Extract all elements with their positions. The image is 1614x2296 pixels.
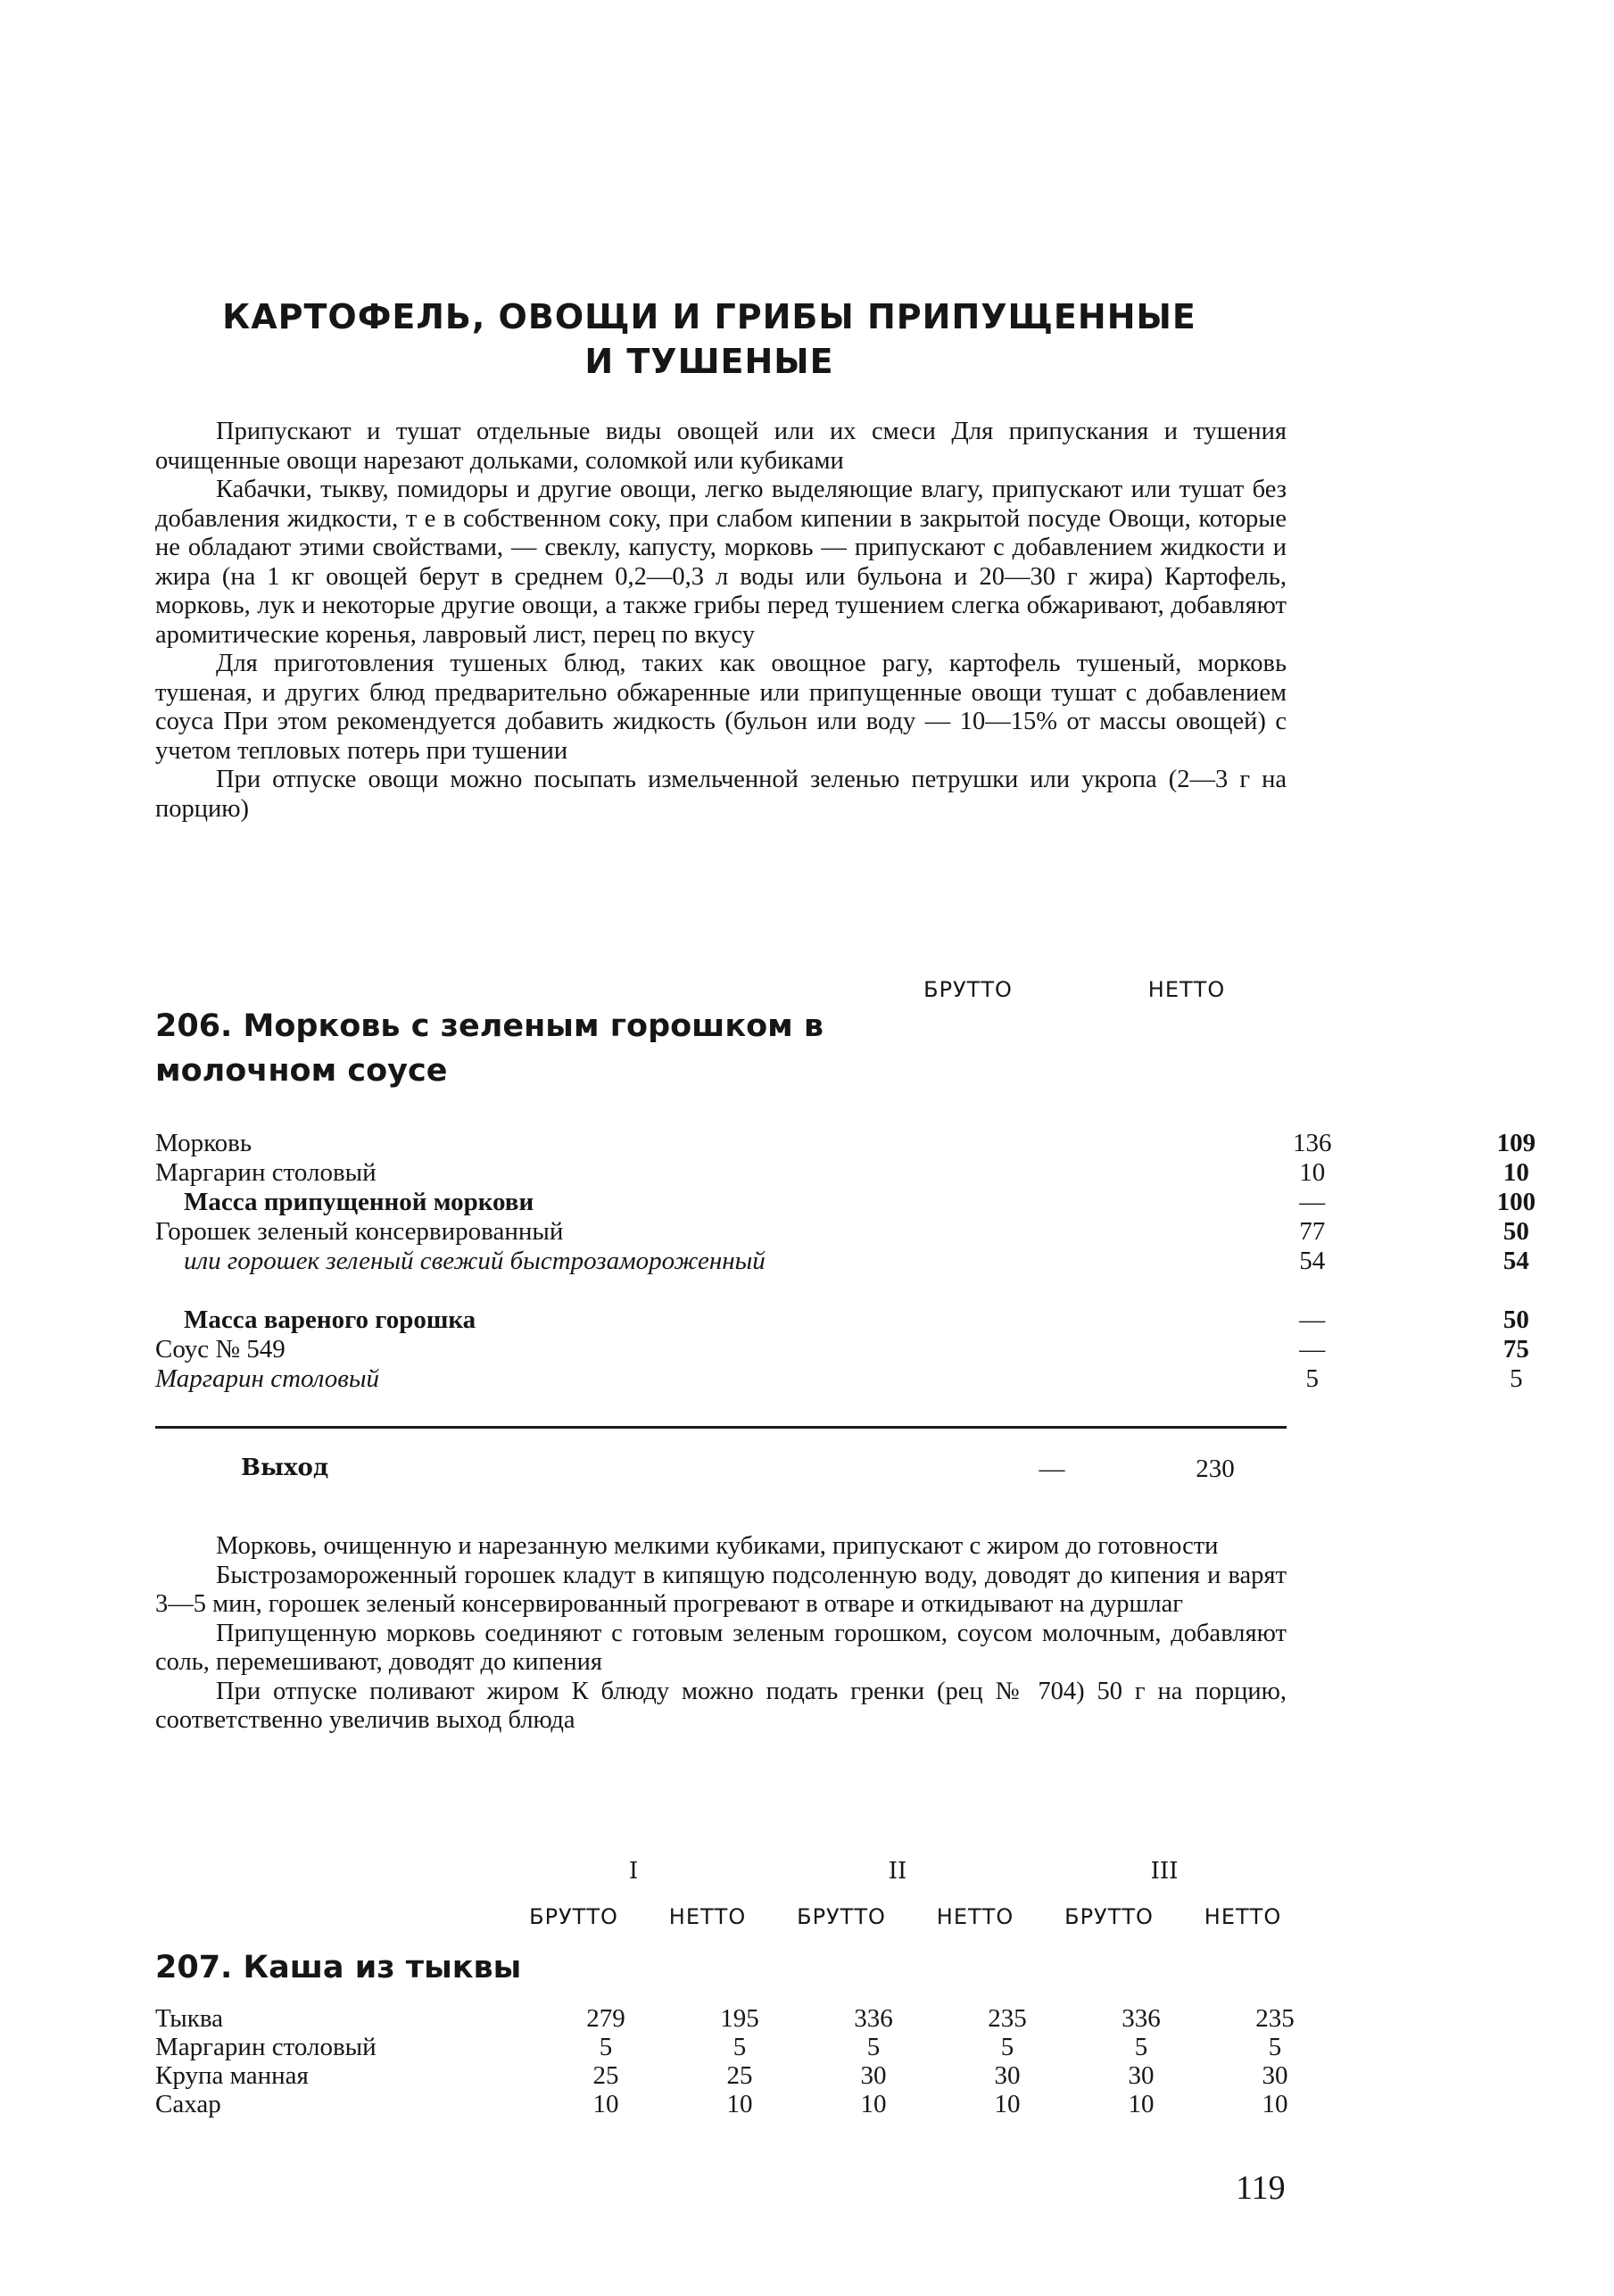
value-cell: 10 xyxy=(1262,2090,1288,2118)
netto-value: 5 xyxy=(1510,1364,1523,1393)
ingredient-name: Соус № 549 xyxy=(155,1335,286,1364)
brutto-value: — xyxy=(1299,1305,1326,1334)
table-row xyxy=(155,1217,1614,1247)
value-cell: 5 xyxy=(1000,2033,1014,2061)
value-cell: 5 xyxy=(1134,2033,1148,2061)
brutto-value: 10 xyxy=(1299,1158,1326,1187)
value-cell: 25 xyxy=(726,2061,753,2090)
method-paragraph: При отпуске поливают жиром К блюду можно подать гренки (рец № 704) 50 г на порцию, соответственно увеличив выход блюда xyxy=(155,1677,1287,1734)
yield-label: Выход xyxy=(241,1455,329,1481)
method-paragraph: Морковь, очищенную и нарезанную мелкими кубиками, припускают с жиром до готовности xyxy=(216,1532,1219,1560)
column-header-brutto: БРУТТО xyxy=(797,1904,886,1929)
brutto-value: — xyxy=(1299,1335,1326,1364)
ingredient-name: Маргарин столовый xyxy=(155,2033,377,2061)
ingredient-name: Маргарин столовый xyxy=(155,1364,380,1393)
ingredient-name: Морковь xyxy=(155,1129,252,1157)
value-cell: 336 xyxy=(854,2004,893,2033)
ingredient-name: или горошек зеленый свежий быстрозамороженный xyxy=(184,1247,766,1275)
column-header-netto: НЕТТО xyxy=(668,1904,747,1929)
value-cell: 5 xyxy=(733,2033,747,2061)
netto-value: 10 xyxy=(1502,1158,1529,1187)
netto-value: 100 xyxy=(1496,1188,1536,1216)
table-row xyxy=(155,2090,1342,2118)
section-title-line-2: И ТУШЕНЫЕ xyxy=(584,342,834,381)
value-cell: 235 xyxy=(1255,2004,1295,2033)
intro-paragraph: Для приготовления тушеных блюд, таких как овощное рагу, картофель тушеный, морковь тушеная, и других блюд предварительно обжаренные или припущенные овощи тушат с добавлением соуса При этом рекомендуется добавить жидкость (бульон или воду — 10—15% от массы овощей) с учетом тепловых потерь при тушении xyxy=(155,650,1287,765)
yield-brutto: — xyxy=(1039,1455,1065,1483)
group-label-3: III xyxy=(1150,1858,1179,1885)
column-header-netto: НЕТТО xyxy=(1147,977,1226,1002)
value-cell: 195 xyxy=(720,2004,759,2033)
intro-paragraph: При отпуске овощи можно посыпать измельченной зеленью петрушки или укропа (2—3 г на порцию) xyxy=(155,766,1287,823)
netto-value: 50 xyxy=(1502,1217,1529,1246)
brutto-value: 77 xyxy=(1299,1217,1326,1246)
value-cell: 30 xyxy=(1262,2061,1288,2090)
value-cell: 336 xyxy=(1122,2004,1161,2033)
value-cell: 10 xyxy=(592,2090,619,2118)
value-cell: 10 xyxy=(860,2090,887,2118)
netto-value: 50 xyxy=(1502,1305,1529,1334)
value-cell: 30 xyxy=(860,2061,887,2090)
table-row xyxy=(155,1305,1614,1335)
table-row xyxy=(155,2061,1342,2090)
table-row xyxy=(155,2004,1342,2033)
section-title xyxy=(152,294,1267,384)
value-cell: 235 xyxy=(988,2004,1027,2033)
ingredient-name: Сахар xyxy=(155,2090,221,2118)
table-divider xyxy=(155,1426,1287,1429)
column-header-brutto: БРУТТО xyxy=(1064,1904,1154,1929)
value-cell: 25 xyxy=(592,2061,619,2090)
value-cell: 10 xyxy=(994,2090,1021,2118)
value-cell: 10 xyxy=(726,2090,753,2118)
group-label-2: II xyxy=(888,1858,907,1885)
value-cell: 279 xyxy=(586,2004,625,2033)
value-cell: 5 xyxy=(1268,2033,1282,2061)
brutto-value: 5 xyxy=(1305,1364,1319,1393)
column-header-netto: НЕТТО xyxy=(936,1904,1014,1929)
table-row xyxy=(155,1364,1614,1394)
brutto-value: 136 xyxy=(1292,1129,1332,1157)
ingredients-table-206 xyxy=(155,1129,1614,1394)
ingredient-name: Масса припущенной моркови xyxy=(184,1188,534,1216)
value-cell: 30 xyxy=(994,2061,1021,2090)
ingredients-table-207 xyxy=(155,2004,1342,2118)
column-header-brutto: БРУТТО xyxy=(529,1904,618,1929)
method-paragraph: Быстрозамороженный горошек кладут в кипящую подсоленную воду, доводят до кипения и варят 3—5 мин, горошек зеленый консервированный прогревают в отваре и откидывают на дуршлаг xyxy=(155,1561,1287,1618)
ingredient-name: Крупа манная xyxy=(155,2061,309,2090)
intro-text xyxy=(155,418,1287,824)
table-row xyxy=(155,1188,1614,1217)
yield-netto: 230 xyxy=(1196,1455,1235,1483)
value-cell: 30 xyxy=(1128,2061,1155,2090)
method-paragraph: Припущенную морковь соединяют с готовым зеленым горошком, соусом молочным, добавляют соль, перемешивают, доводят до кипения xyxy=(155,1619,1287,1676)
brutto-value: 54 xyxy=(1299,1247,1326,1275)
group-label-1: I xyxy=(628,1858,639,1885)
table-row xyxy=(155,1158,1614,1188)
ingredient-name: Горошек зеленый консервированный xyxy=(155,1217,564,1246)
value-cell: 10 xyxy=(1128,2090,1155,2118)
intro-paragraph: Кабачки, тыкву, помидоры и другие овощи, легко выделяющие влагу, припускают или тушат без добавления жидкости, т е в собственном соку, при слабом кипении в закрытой посуде Овощи, которые не обладают этими свойствами, — свеклу, капусту, морковь — припускают с добавлением жидкости и жира (на 1 кг овощей берут в среднем 0,2—0,3 л воды или бульона и 20—30 г жира) Картофель, морковь, лук и некоторые другие овощи, а также грибы перед тушением слегка обжаривают, добавляют аромитические коренья, лавровый лист, перец по вкусу xyxy=(155,476,1287,649)
ingredient-name: Масса вареного горошка xyxy=(184,1305,476,1334)
value-cell: 5 xyxy=(599,2033,613,2061)
ingredient-name: Маргарин столовый xyxy=(155,1158,377,1187)
method-text-206 xyxy=(155,1532,1287,1736)
table-row xyxy=(155,1129,1614,1158)
column-header-netto: НЕТТО xyxy=(1204,1904,1282,1929)
netto-value: 75 xyxy=(1502,1335,1529,1364)
page-number: 119 xyxy=(1236,2169,1286,2207)
recipe-title-206: 206. Морковь с зеленым горошком в молочном соусе xyxy=(155,1008,824,1089)
table-row xyxy=(155,1247,1614,1305)
recipe-title-207: 207. Каша из тыквы xyxy=(155,1950,522,1985)
column-header-brutto: БРУТТО xyxy=(923,977,1013,1002)
table-row xyxy=(155,1335,1614,1364)
section-title-line-1: КАРТОФЕЛЬ, ОВОЩИ И ГРИБЫ ПРИПУЩЕННЫЕ xyxy=(222,297,1196,336)
intro-paragraph: Припускают и тушат отдельные виды овощей или их смеси Для припускания и тушения очищенные овощи нарезают дольками, соломкой или кубиками xyxy=(155,418,1287,475)
netto-value: 109 xyxy=(1496,1129,1536,1157)
netto-value: 54 xyxy=(1502,1247,1529,1275)
value-cell: 5 xyxy=(866,2033,881,2061)
brutto-value: — xyxy=(1299,1188,1326,1216)
ingredient-name: Тыква xyxy=(155,2004,224,2033)
table-row xyxy=(155,2033,1342,2061)
